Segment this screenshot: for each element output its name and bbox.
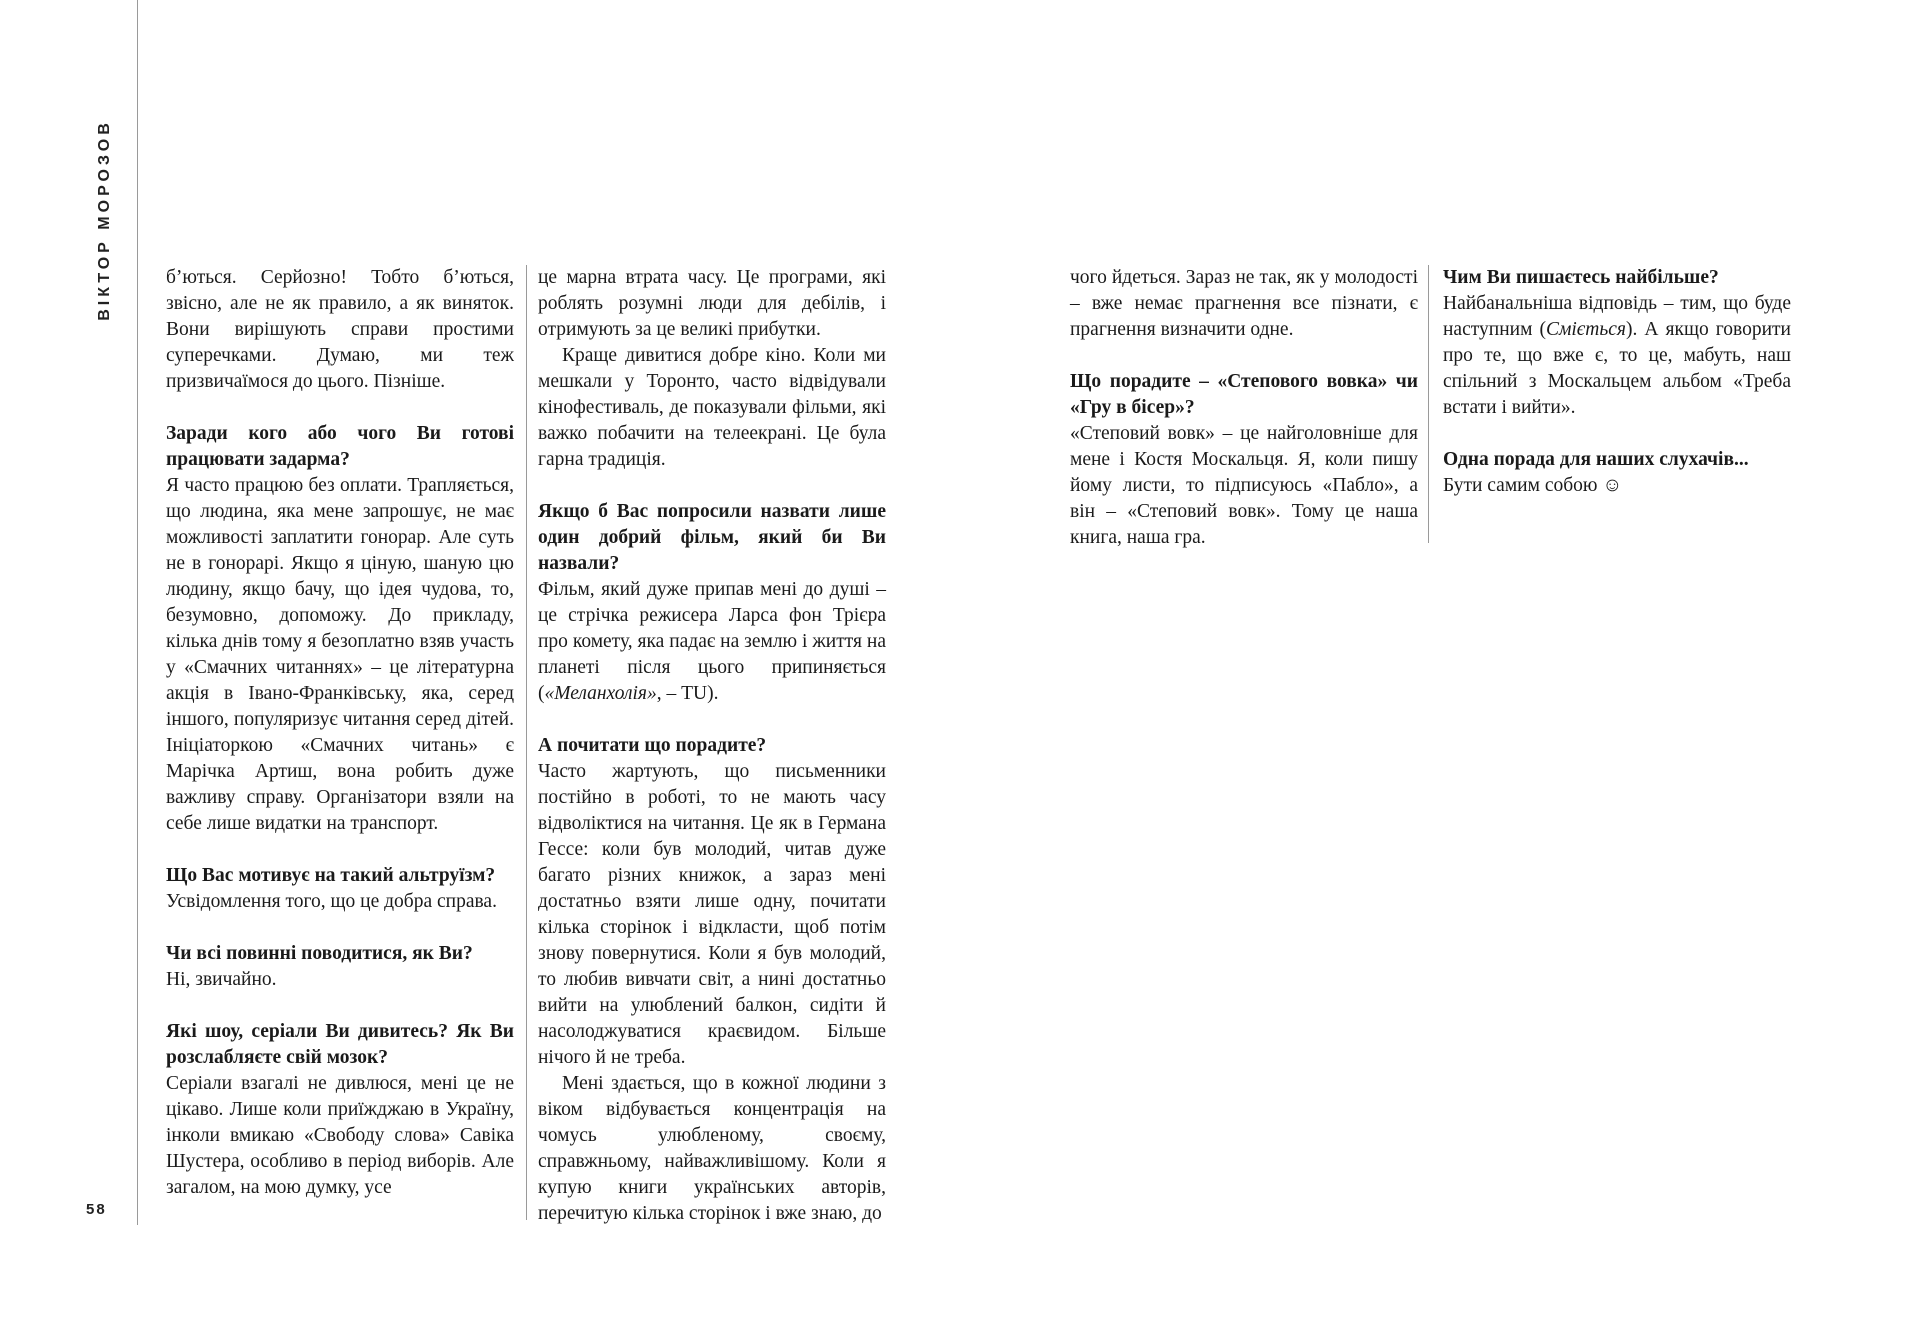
question: Чим Ви пишаєтесь найбільше? bbox=[1443, 267, 1719, 288]
column-rule-1 bbox=[526, 265, 527, 1220]
question: Що Вас мотивує на такий альтруїзм? bbox=[166, 865, 496, 886]
question: Що порадите – «Степового вовка» чи «Гру в бісер»? bbox=[1070, 371, 1418, 418]
stage-direction: Сміється bbox=[1545, 319, 1626, 340]
answer-text: Найбанальніша відповідь – тим, що буде наступним ( bbox=[1443, 293, 1791, 340]
page-number: 58 bbox=[86, 1201, 107, 1218]
question: Чи всі повинні поводитися, як Ви? bbox=[166, 943, 473, 964]
question: А почитати що порадите? bbox=[538, 735, 767, 756]
answer: Серіали взагалі не дивлюся, мені це не цікаво. Лише коли приїжджаю в Україну, інколи вмикаю «Свободу слова» Савіка Шустера, особливо в період виборів. Але загалом, на мою думку, усе bbox=[166, 1073, 514, 1198]
answer-text: Фільм, який дуже припав мені до душі – це стрічка режисера Ларса фон Трієра про комету, яка падає на землю і життя на планеті після цього припиняється ( bbox=[538, 579, 886, 704]
text-column-2 bbox=[538, 265, 886, 1227]
question: Одна порада для наших слухачів... bbox=[1443, 449, 1749, 470]
answer: Ні, звичайно. bbox=[166, 969, 277, 990]
answer bbox=[538, 577, 886, 707]
answer: Усвідомлення того, що це добра справа. bbox=[166, 891, 497, 912]
text-column-4 bbox=[1443, 265, 1791, 499]
paragraph: Краще дивитися добре кіно. Коли ми мешкали у Торонто, часто відвідували кінофестиваль, де показували фільми, які важко побачити на телеекрані. Це була гарна традиція. bbox=[538, 345, 886, 470]
answer: Бути самим собою ☺ bbox=[1443, 475, 1623, 496]
answer: Часто жартують, що письменники постійно в роботі, то не мають часу відволіктися на читання. Це як в Германа Гессе: коли був молодий, читав дуже багато різних книжок, а зараз мені достатньо взяти лише одну, почитати кілька сторінок і відкласти, щоб потім знову повернутися. Коли я був молодий, то любив вивчати світ, а нині достатньо вийти на улюблений балкон, сидіти й насолоджуватися краєвидом. Більше нічого й не треба. bbox=[538, 761, 886, 1068]
answer bbox=[1443, 291, 1791, 421]
question: Заради кого або чого Ви готові працювати задарма? bbox=[166, 423, 514, 470]
paragraph: Мені здається, що в кожної людини з віком відбувається концентрація на чомусь улюбленому, своєму, справжньому, найважливішому. Коли я купую книги українських авторів, перечитую кілька сторінок і вже знаю, до bbox=[538, 1073, 886, 1224]
film-title: «Меланхолія» bbox=[544, 683, 657, 704]
paragraph: б’ються. Серйозно! Тобто б’ються, звісно, але не як правило, а як виняток. Вони вирішують справи простими суперечками. Думаю, ми теж призвичаїмося до цього. Пізніше. bbox=[166, 267, 514, 392]
text-column-3 bbox=[1070, 265, 1418, 551]
answer-text-end: , – TU). bbox=[656, 683, 719, 704]
answer-text-end: ). А якщо говорити про те, що вже є, то це, мабуть, наш спільний з Москальцем альбом «Треба встати і вийти». bbox=[1443, 319, 1791, 418]
answer: «Степовий вовк» – це найголовніше для мене і Костя Москальця. Я, коли пишу йому листи, то підписуюсь «Пабло», а він – «Степовий вовк». Тому це наша книга, наша гра. bbox=[1070, 423, 1418, 548]
margin-rule bbox=[137, 0, 138, 1225]
answer: Я часто працюю без оплати. Трапляється, що людина, яка мене запрошує, не має можливості заплатити гонорар. Але суть не в гонорарі. Якщо я ціную, шаную цю людину, якщо бачу, що ідея чудова, то, безумовно, допоможу. До прикладу, кілька днів тому я безоплатно взяв участь у «Смачних читаннях» – це літературна акція в Івано-Франківську, яка, серед іншого, популяризує читання серед дітей. Ініціаторкою «Смачних читань» є Марічка Артиш, вона робить дуже важливу справу. Організатори взяли на себе лише видатки на транспорт. bbox=[166, 475, 514, 834]
author-name: ВІКТОР МОРОЗОВ bbox=[96, 119, 113, 321]
author-running-head bbox=[73, 115, 137, 325]
paragraph: це марна втрата часу. Це програми, які роблять розумні люди для дебілів, і отримують за це великі прибутки. bbox=[538, 267, 886, 340]
text-column-1 bbox=[166, 265, 514, 1201]
question: Які шоу, серіали Ви дивитесь? Як Ви розслабляєте свій мозок? bbox=[166, 1021, 514, 1068]
column-rule-2 bbox=[1428, 265, 1429, 543]
question: Якщо б Вас попросили назвати лише один добрий фільм, який би Ви назвали? bbox=[538, 501, 886, 574]
paragraph: чого йдеться. Зараз не так, як у молодості – вже немає прагнення все пізнати, є прагнення визначити одне. bbox=[1070, 267, 1418, 340]
